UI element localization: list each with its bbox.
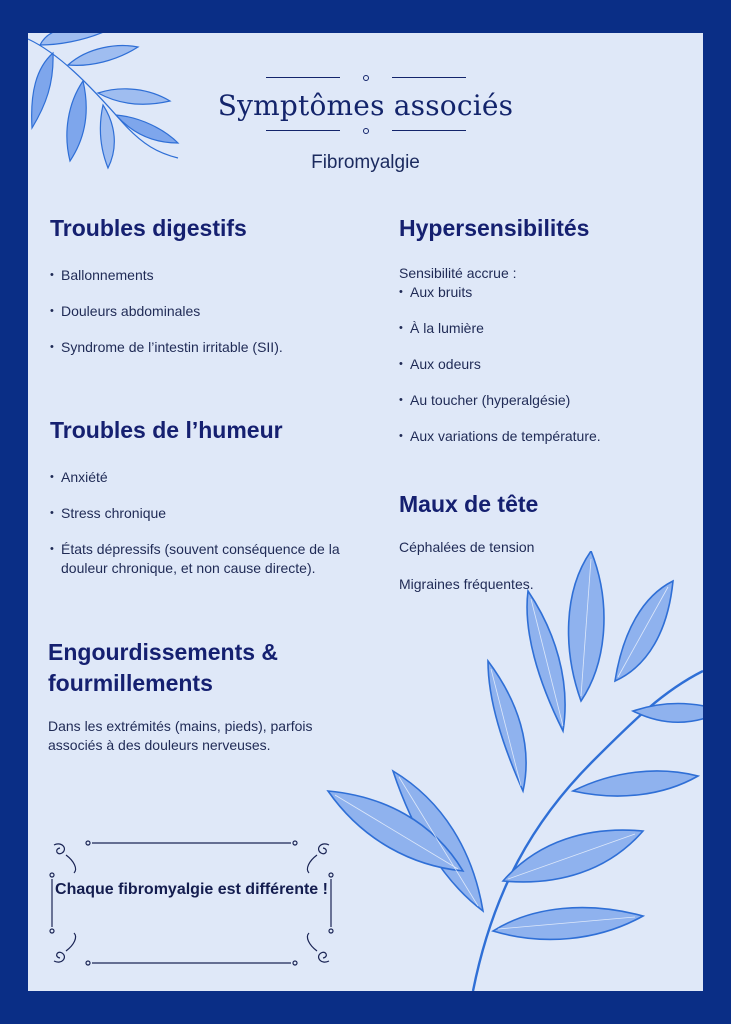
symptom-list [50, 468, 360, 578]
list-item: • Au toucher (hyperalgésie) [399, 391, 699, 410]
section-title: Engourdissements & fourmillements [48, 639, 279, 696]
ornament-frame-icon [48, 839, 335, 967]
section-title: Hypersensibilités [399, 215, 590, 241]
section-intro: Sensibilité accrue : [399, 265, 517, 281]
callout-text: Chaque fibromyalgie est différente ! [55, 881, 328, 898]
section-text: Dans les extrémités (mains, pieds), parfois associés à des douleurs nerveuses. [48, 718, 313, 753]
symptom-list [399, 283, 699, 446]
section-title: Troubles de l’humeur [50, 417, 283, 443]
section-title: Troubles digestifs [50, 215, 247, 241]
list-item: • Syndrome de l’intestin irritable (SII). [50, 338, 350, 357]
ornament-divider [266, 73, 466, 83]
list-item: • Stress chronique [50, 504, 360, 523]
list-item: • À la lumière [399, 319, 699, 338]
section-maux-de-tete [399, 489, 699, 594]
section-hypersensibilites [399, 213, 699, 463]
section-text: Migraines fréquentes. [399, 576, 534, 592]
list-item: • Ballonnements [50, 266, 350, 285]
poster-page [28, 33, 703, 991]
ornament-divider [266, 126, 466, 136]
callout-box [48, 839, 335, 967]
list-item: • Douleurs abdominales [50, 302, 350, 321]
title-block [28, 73, 703, 174]
section-title: Maux de tête [399, 491, 539, 517]
section-text: Céphalées de tension [399, 539, 535, 555]
page-title: Symptômes associés [217, 89, 514, 122]
section-troubles-digestifs [50, 213, 350, 374]
page-subtitle: Fibromyalgie [311, 152, 420, 173]
list-item: • États dépressifs (souvent conséquence de la douleur chronique, et non cause directe). [50, 540, 360, 578]
leaf-branch-icon [323, 551, 703, 991]
list-item: • Aux variations de température. [399, 427, 699, 446]
symptom-list [50, 266, 350, 357]
list-item: • Aux odeurs [399, 355, 699, 374]
section-engourdissements [48, 637, 348, 755]
section-troubles-humeur [50, 415, 360, 595]
list-item: • Aux bruits [399, 283, 699, 302]
list-item: • Anxiété [50, 468, 360, 487]
